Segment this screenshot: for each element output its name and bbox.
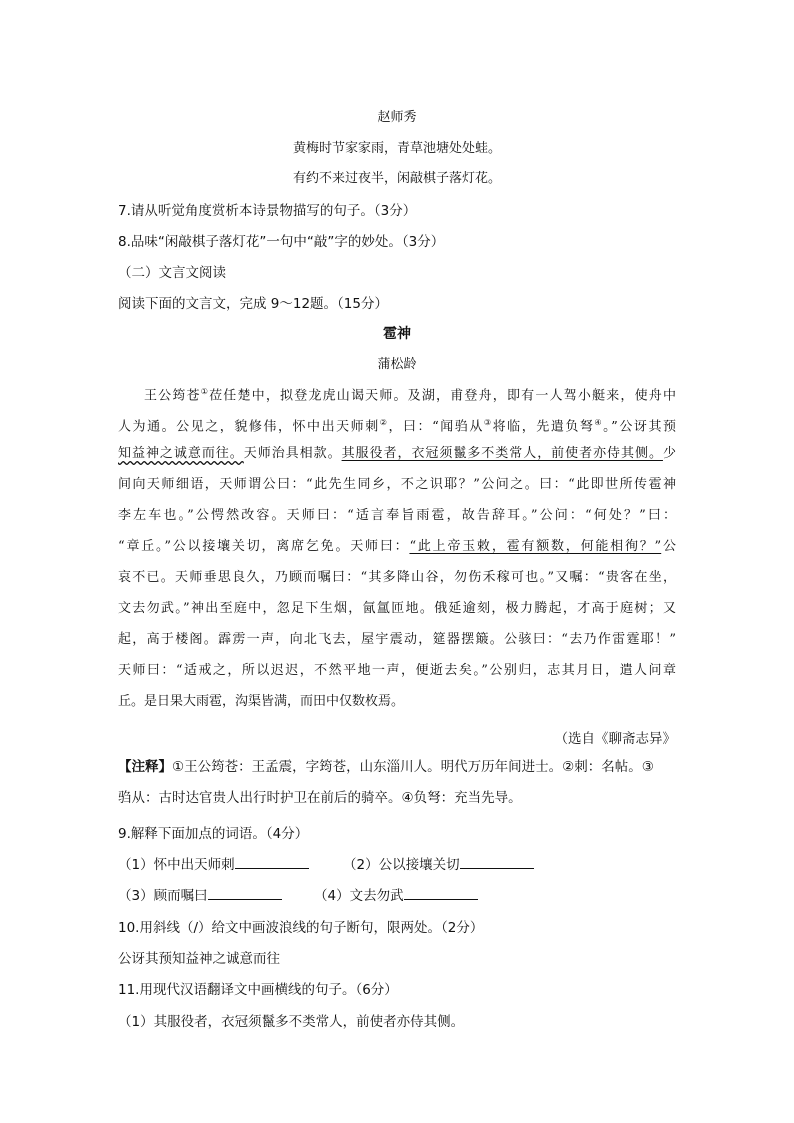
question-9-item-4: （4）文去勿武 xyxy=(314,884,478,904)
wavy-underlined-sentence: 知益神之诚意而往。 xyxy=(118,446,244,461)
reading-intro: 阅读下面的文言文，完成 9～12题。（15分） xyxy=(118,296,388,312)
notes-line: 驺从：古时达官贵人出行时护卫在前后的骑卒。④负弩：充当先导。 xyxy=(118,790,522,806)
footnote-marker: ④ xyxy=(594,418,604,427)
passage-author: 蒲松龄 xyxy=(377,357,417,372)
footnote-marker: ② xyxy=(379,418,389,427)
answer-blank[interactable] xyxy=(235,854,309,869)
question-9: 9.解释下面加点的词语。（4分） xyxy=(118,826,309,842)
footnote-marker: ③ xyxy=(483,418,493,427)
passage-line: 人为通。公见之，貌修伟，怀中出天师刺②，曰：“闻驺从③将临，先遣负弩④。”公讶其预 xyxy=(118,418,676,435)
passage-title: 雹神 xyxy=(383,326,411,342)
question-8: 8.品味“闲敲棋子落灯花”一句中“敲”字的妙处。（3分） xyxy=(118,234,445,250)
passage-line: 文去勿武。”神出至庭中，忽足下生烟，氤氲匝地。俄延逾刻，极力腾起，才高于庭树；又 xyxy=(118,601,676,616)
passage-line: 天师曰：“适戒之，所以迟迟，不然平地一声，便逝去矣。”公别归，志其月日，遣人问章 xyxy=(118,663,676,678)
passage-line: 哀不已。天师垂思良久，乃顾而嘱曰：“其多降山谷，勿伤禾稼可也。”又嘱：“贵客在坐， xyxy=(118,570,676,585)
answer-blank[interactable] xyxy=(208,885,282,900)
passage-line: 丘。是日果大雨雹，沟渠皆满，而田中仅数枚焉。 xyxy=(118,694,405,709)
question-9-item-3: （3）顾而嘱曰 xyxy=(118,884,282,904)
question-7: 7.请从听觉角度赏析本诗景物描写的句子。（3分） xyxy=(118,203,417,219)
question-10-sentence: 公讶其预知益神之诚意而往 xyxy=(118,951,280,967)
question-9-item-2: （2）公以接壤关切 xyxy=(343,853,534,873)
passage-line: “章丘。”公以接壤关切，离席乞免。天师曰：“此上帝玉敕，雹有额数，何能相徇？”公 xyxy=(118,539,676,554)
question-10: 10.用斜线（/）给文中画波浪线的句子断句，限两处。（2分） xyxy=(118,920,484,936)
poem-author: 赵师秀 xyxy=(377,110,417,125)
underlined-sentence: 其服役者，衣冠须鬣多不类常人，前使者亦侍其侧。 xyxy=(341,446,663,461)
question-11: 11.用现代汉语翻译文中画横线的句子。（6分） xyxy=(118,982,398,998)
section-heading: （二）文言文阅读 xyxy=(118,265,226,281)
answer-blank[interactable] xyxy=(404,885,478,900)
question-11-item-1: （1）其服役者，衣冠须鬣多不类常人，前使者亦侍其侧。 xyxy=(118,1014,465,1030)
passage-source: （选自《聊斋志异》 xyxy=(554,731,676,747)
passage-line: 间向天师细语，天师谓公曰：“此先生同乡，不之识耶？”公问之。曰：“此即世所传雹神 xyxy=(118,477,676,492)
passage-line: 李左车也。”公愕然改容。天师曰：“适言奉旨雨雹，故告辞耳。”公问：“何处？”曰： xyxy=(118,508,676,523)
poem-line-2: 有约不来过夜半，闲敲棋子落灯花。 xyxy=(292,171,501,186)
passage-line: 起，高于楼阁。霹雳一声，向北飞去，屋宇震动，筵器摆簸。公骇曰：“去乃作雷霆耶！” xyxy=(118,632,676,647)
notes-label: 【注释】 xyxy=(118,759,172,775)
passage-line: 知益神之诚意而往。天师治具相款。其服役者，衣冠须鬣多不类常人，前使者亦侍其侧。少 xyxy=(118,446,676,461)
poem-line-1: 黄梅时节家家雨，青草池塘处处蛙。 xyxy=(292,141,501,156)
passage-line: 王公筠苍①莅任楚中，拟登龙虎山谒天师。及湖，甫登舟，即有一人驾小艇来，使舟中 xyxy=(144,387,676,404)
question-9-item-1: （1）怀中出天师刺 xyxy=(118,853,309,873)
footnote-marker: ① xyxy=(200,387,210,396)
underlined-sentence: “此上帝玉敕，雹有额数，何能相徇？” xyxy=(409,539,662,554)
notes-line: 【注释】①王公筠苍：王孟震，字筠苍，山东淄川人。明代万历年间进士。②刺：名帖。③ xyxy=(118,759,654,775)
answer-blank[interactable] xyxy=(460,854,534,869)
